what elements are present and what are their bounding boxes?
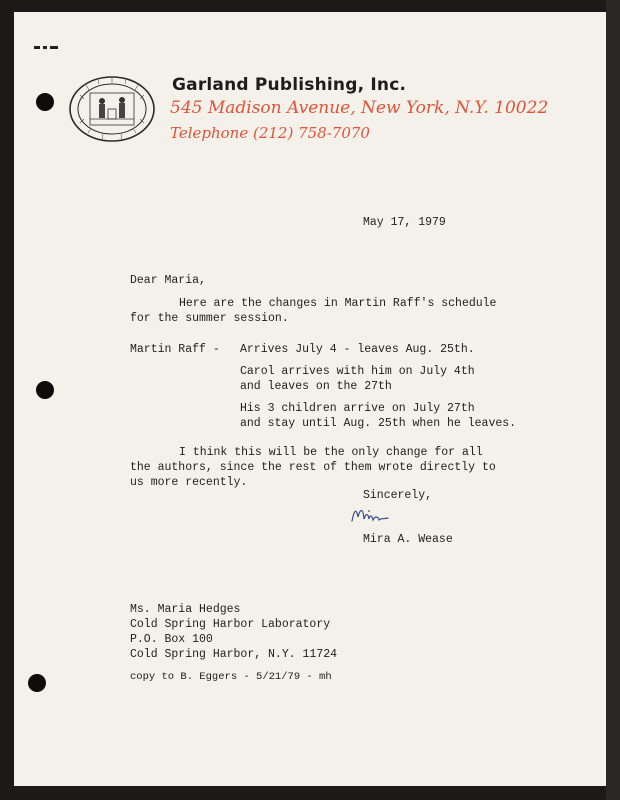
binder-hole-top (36, 93, 54, 111)
schedule-item-3-line-1: His 3 children arrive on July 27th (240, 402, 475, 415)
copy-note: copy to B. Eggers - 5/21/79 - mh (130, 671, 332, 683)
company-seal-logo (68, 75, 156, 143)
letter-date: May 17, 1979 (363, 216, 446, 229)
closing-para-line-1: I think this will be the only change for all (179, 446, 483, 459)
company-address: 545 Madison Avenue, New York, N.Y. 10022 (170, 98, 549, 118)
schedule-item-2-line-1: Carol arrives with him on July 4th (240, 365, 475, 378)
closing-para-line-3: us more recently. (130, 476, 248, 489)
signer-name: Mira A. Wease (363, 533, 453, 546)
intro-line-1: Here are the changes in Martin Raff's schedule (179, 297, 497, 310)
recipient-line-2: Cold Spring Harbor Laboratory (130, 618, 331, 631)
recipient-line-4: Cold Spring Harbor, N.Y. 11724 (130, 648, 338, 661)
schedule-item-1: Arrives July 4 - leaves Aug. 25th. (240, 343, 475, 356)
scan-edge (606, 0, 620, 800)
schedule-item-3-line-2: and stay until Aug. 25th when he leaves. (240, 417, 517, 430)
binder-hole-middle (36, 381, 54, 399)
company-telephone: Telephone (212) 758-7070 (170, 124, 370, 142)
complimentary-close: Sincerely, (363, 489, 433, 502)
schedule-item-2-line-2: and leaves on the 27th (240, 380, 392, 393)
handwritten-signature (348, 501, 418, 529)
recipient-line-3: P.O. Box 100 (130, 633, 213, 646)
salutation: Dear Maria, (130, 274, 206, 287)
intro-line-2: for the summer session. (130, 312, 289, 325)
scan-mark (34, 36, 70, 40)
company-name: Garland Publishing, Inc. (172, 75, 407, 95)
binder-hole-bottom (28, 674, 46, 692)
recipient-line-1: Ms. Maria Hedges (130, 603, 241, 616)
closing-para-line-2: the authors, since the rest of them wrote directly to (130, 461, 496, 474)
letter-page (14, 12, 606, 786)
schedule-name: Martin Raff - (130, 343, 220, 356)
